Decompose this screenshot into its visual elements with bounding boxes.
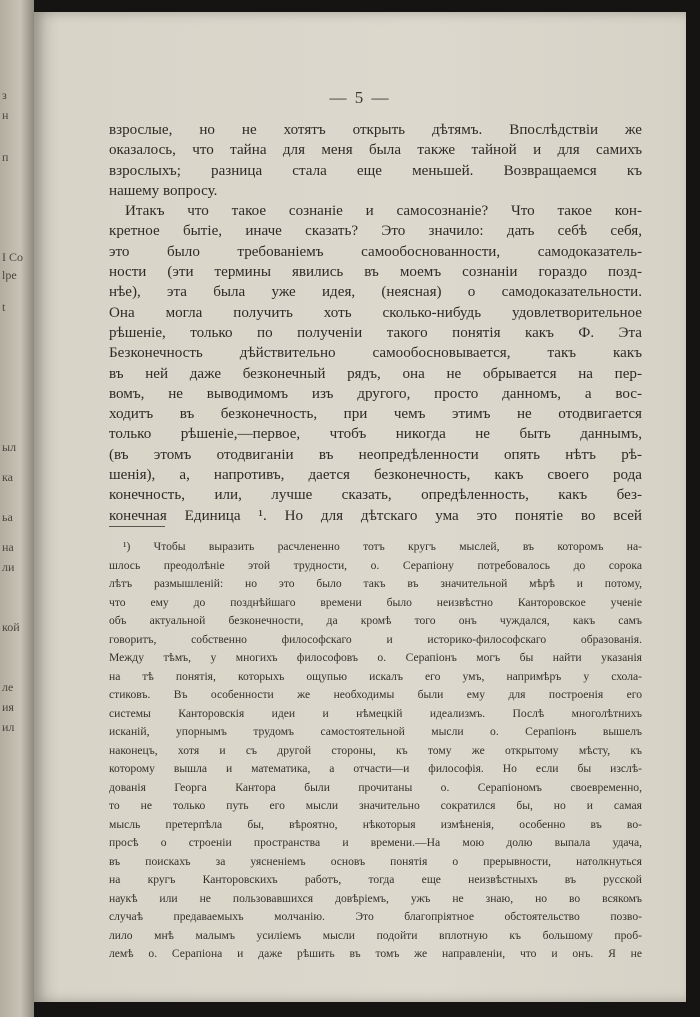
adjacent-page-fragment: п: [2, 150, 9, 164]
adjacent-page-fragment: ли: [2, 560, 15, 574]
text-line: Она могла получить хоть сколько-нибудь удовлетворительное: [109, 304, 642, 321]
footnote-line: исканій, упорнымъ трудомъ самостоятельной мысли о. Серапіонъ вышелъ: [109, 725, 642, 738]
text-line: (въ этомъ отодвиганіи въ неопредѣленности опять нѣтъ рѣ-: [109, 446, 642, 463]
footnote-line: что ему до позднѣйшаго времени было неизвѣстно Канторовское ученіе: [109, 595, 642, 609]
footnote-line: случаѣ предаваемыхъ молчанію. Это благопріятное обстоятельство позво-: [109, 910, 642, 923]
footnote-line: дованія Георга Кантора были прочитаны о. Серапіономъ своевременно,: [109, 780, 642, 794]
text-line: нашему вопросу.: [109, 182, 218, 199]
footnote-line: просѣ о строеніи пространства и времени.—На мою долю выпала удача,: [109, 836, 642, 849]
adjacent-page-fragment: ьа: [2, 510, 13, 524]
footnote-line: Между тѣмъ, у многихъ философовъ о. Серапіонъ могъ бы найти указанія: [109, 651, 642, 664]
footnote-separator: [109, 526, 165, 527]
text-line: ности (эти термины явились въ моемъ сознаніи гораздо позд-: [109, 264, 642, 281]
text-line: въ ней даже безконечный рядъ, она не обрывается на пер-: [109, 365, 642, 382]
footnote-line: стиковъ. Въ особенности же необходимы были ему для построенія его: [109, 688, 642, 701]
adjacent-page-fragment: ка: [2, 470, 13, 484]
footnote-line: наконецъ, хотя и съ другой стороны, къ тому же открытому мѣсту, къ: [109, 743, 642, 757]
adjacent-page-fragment: н: [2, 108, 9, 122]
book-page: [34, 12, 686, 1002]
footnote-line: въ поискахъ за уясненіемъ основъ понятія о прерывности, натолкнуться: [109, 854, 642, 868]
text-line: взрослые, но не хотятъ открыть дѣтямъ. Впослѣдствіи же: [109, 122, 642, 138]
text-line: ходитъ въ безконечность, при чемъ этимъ не отодвигается: [109, 406, 642, 423]
adjacent-page-fragment: ил: [2, 720, 15, 734]
adjacent-page-fragment: кой: [2, 620, 20, 634]
footnote-line: которому вышла и математика, а отчасти—и философія. Но если бы изслѣ-: [109, 762, 642, 775]
adjacent-page-fragment: на: [2, 540, 14, 554]
text-line: рѣшеніе, только по полученіи такого понятія какъ Ф. Эта: [109, 324, 642, 341]
footnote-line: мысль претерпѣла бы, вѣроятно, нѣкоторыя измѣненія, особенно въ во-: [109, 817, 642, 831]
footnote-line: наукѣ или не пользовавшихся довѣріемъ, ужъ не знаю, но во всякомъ: [109, 891, 642, 905]
page-number: — 5 —: [329, 88, 391, 107]
footnote-line: ¹) Чтобы выразить расчлененно тотъ кругъ мыслей, въ которомъ на-: [123, 540, 642, 553]
adjacent-page-fragment: t: [2, 300, 6, 314]
adjacent-page-fragment: ия: [2, 700, 14, 714]
text-line: кретное бытіе, иначе сказать? Это значило: дать себѣ себя,: [109, 223, 642, 240]
text-line: конечность, или, лучше сказать, опредѣленность, какъ без-: [109, 487, 642, 504]
text-line: взрослыхъ; разница стала еще меньшей. Возвращаемся къ: [109, 162, 642, 179]
text-line: конечная Единица ¹. Но для дѣтскаго ума это понятіе во всей: [109, 507, 642, 524]
adjacent-page-fragment: I Co: [2, 250, 23, 264]
text-line: оказалось, что тайна для меня была также тайной и для самихъ: [109, 142, 642, 159]
adjacent-page-edge: [0, 0, 34, 1017]
main-text: [109, 120, 642, 526]
footnote-line: лемѣ о. Серапіона и даже рѣшить въ томъ же направленіи, что и онъ. Я не: [109, 947, 642, 960]
footnote-line: лило мнѣ малымъ усиліемъ мысли подойти вплотную къ большому проб-: [109, 928, 642, 942]
footnote-line: объ актуальной безконечности, да кромѣ того онъ чуждался, какъ самъ: [109, 614, 642, 627]
text-line: шенія), а, напротивъ, дается безконечность, какъ своего рода: [109, 467, 642, 484]
footnote-line: лѣтъ размышленій: но это было такъ въ значительной мѣрѣ и потому,: [109, 577, 642, 590]
text-line: это было требованіемъ самообоснованности, самодоказатель-: [109, 243, 642, 260]
adjacent-page-fragment: ле: [2, 680, 14, 694]
text-line: вомъ, не выводимомъ изъ другого, просто данномъ, а вос-: [109, 385, 642, 402]
adjacent-page-fragment: lpe: [2, 268, 17, 282]
footnote-line: на тѣ понятія, которыхъ ощупью искалъ его умъ, напримѣръ у схола-: [109, 669, 642, 683]
footnote-line: то не только путь его мысли значительно сократился бы, но и самая: [109, 799, 642, 812]
adjacent-page-fragment: з: [2, 88, 7, 102]
footnote-line: шлось преодолѣніе этой трудности, о. Серапіону потребовалось до сорока: [109, 558, 642, 572]
footnote-line: на кругъ Канторовскихъ работъ, тогда еще неизвѣстныхъ въ русской: [109, 873, 642, 886]
text-line: Итакъ что такое сознаніе и самосознаніе? Что такое кон-: [125, 203, 642, 220]
text-line: Безконечность дѣйствительно самообосновывается, такъ какъ: [109, 345, 642, 362]
text-line: нѣе), эта была уже идея, (неясная) о самодоказательности.: [109, 284, 642, 301]
footnote-line: системы Канторовскія идеи и нѣмецкій идеализмъ. Послѣ многолѣтнихъ: [109, 706, 642, 720]
footnote: [109, 538, 642, 964]
text-line: только рѣшеніе,—первое, чтобъ никогда не быть даннымъ,: [109, 426, 642, 443]
footnote-line: говоритъ, собственно философскаго и историко-философскаго образованія.: [109, 632, 642, 646]
adjacent-page-fragment: ыл: [2, 440, 17, 454]
